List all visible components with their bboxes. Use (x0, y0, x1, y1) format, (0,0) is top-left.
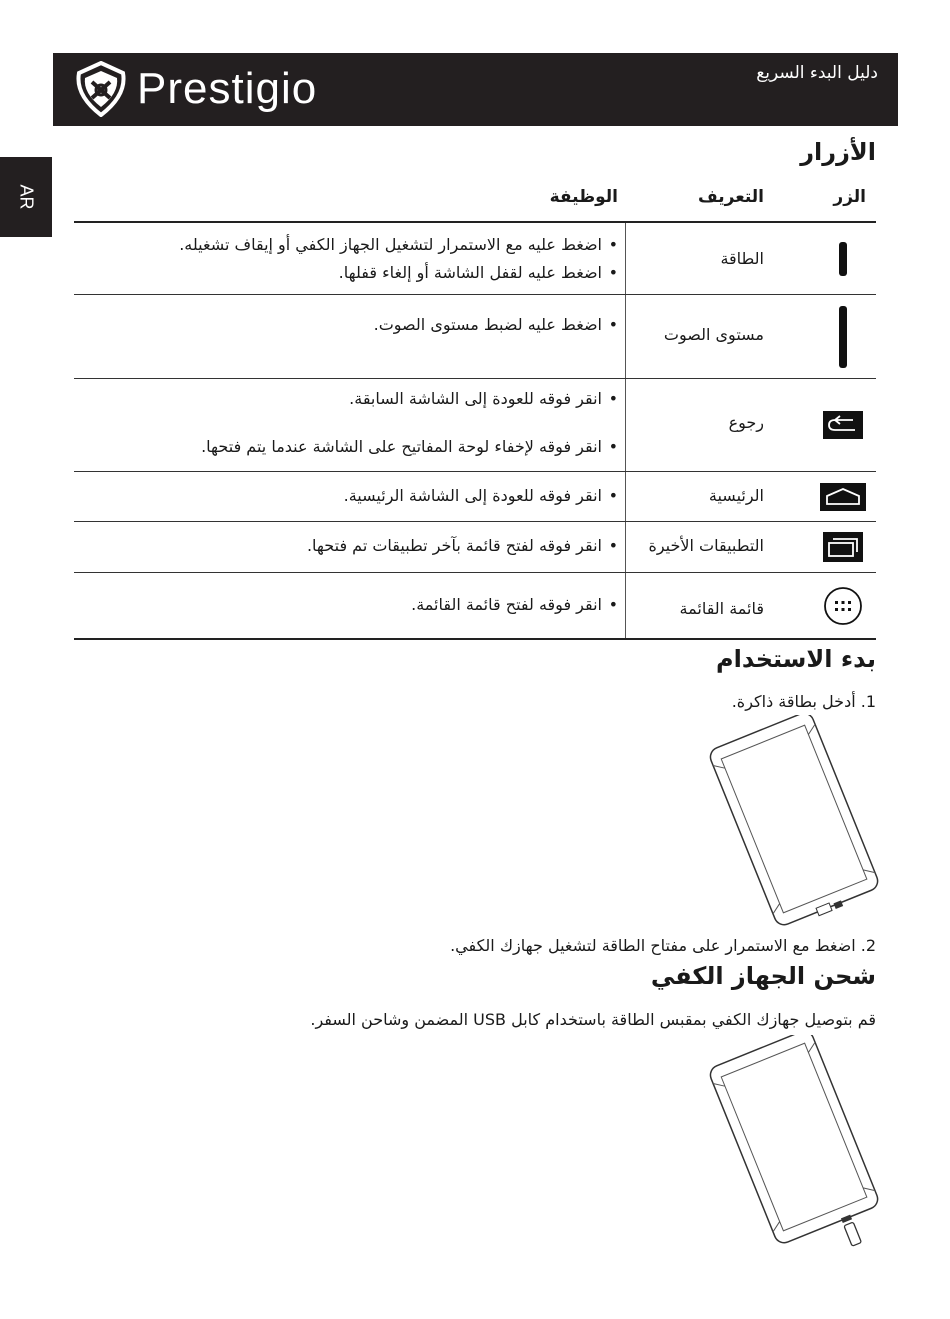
table-row (74, 472, 876, 522)
tablet-charging-illustration (700, 1035, 890, 1260)
column-header-function: الوظيفة (549, 187, 618, 207)
tablet-memory-card-illustration (700, 715, 885, 930)
guide-title: دليل البدء السريع (756, 63, 878, 83)
volume-key-icon (818, 295, 868, 378)
definition-menu: قائمة القائمة (679, 599, 764, 618)
function-item: • انقر فوقه لإخفاء لوحة المفاتيح على الشاشة عندما يتم فتحها. (201, 433, 618, 461)
table-row (74, 522, 876, 573)
step-2-text: 2. اضغط مع الاستمرار على مفتاح الطاقة لتشغيل جهازك الكفي. (450, 936, 876, 955)
function-home (344, 482, 618, 510)
table-row (74, 573, 876, 640)
language-tab (0, 157, 52, 237)
table-header (74, 180, 876, 223)
function-recent-apps (307, 532, 618, 560)
definition-back: رجوع (728, 413, 764, 432)
table-row (74, 295, 876, 379)
function-item: • انقر فوقه للعودة إلى الشاشة السابقة. (201, 385, 618, 413)
charging-text: قم بتوصيل جهازك الكفي بمقبس الطاقة باستخدام كابل USB المضمن وشاحن السفر. (310, 1010, 876, 1029)
buttons-section-title: الأزرار (800, 138, 876, 166)
step-1-text: 1. أدخل بطاقة ذاكرة. (731, 692, 876, 711)
brand-name: Prestigio (137, 64, 318, 113)
function-volume (374, 311, 618, 339)
power-key-icon (818, 223, 868, 294)
getting-started-title: بدء الاستخدام (716, 645, 876, 673)
table-row (74, 379, 876, 472)
definition-home: الرئيسية (708, 486, 764, 505)
menu-icon (818, 573, 868, 638)
definition-power: الطاقة (720, 249, 764, 268)
definition-recent-apps: التطبيقات الأخيرة (648, 536, 764, 555)
table-row (74, 223, 876, 295)
header-bar (53, 53, 898, 126)
function-item: • انقر فوقه للعودة إلى الشاشة الرئيسية. (344, 482, 618, 510)
prestigio-shield-icon (73, 61, 129, 117)
function-item: • انقر فوقه لفتح قائمة بآخر تطبيقات تم فتحها. (307, 532, 618, 560)
back-icon (818, 379, 868, 471)
charging-title: شحن الجهاز الكفي (650, 962, 876, 990)
function-power (179, 231, 618, 287)
brand-logo (73, 61, 317, 117)
column-header-definition: التعريف (698, 187, 764, 207)
function-menu (411, 591, 618, 619)
home-icon (818, 472, 868, 521)
function-item: • اضغط عليه لقفل الشاشة أو إلغاء قفلها. (179, 259, 618, 287)
column-header-button: الزر (833, 187, 866, 207)
function-item: • اضغط عليه لضبط مستوى الصوت. (374, 311, 618, 339)
function-item: • انقر فوقه لفتح قائمة القائمة. (411, 591, 618, 619)
definition-volume: مستوى الصوت (663, 325, 764, 344)
function-item: • اضغط عليه مع الاستمرار لتشغيل الجهاز الكفي أو إيقاف تشغيله. (179, 231, 618, 259)
buttons-table (74, 180, 876, 640)
language-code: AR (16, 184, 37, 210)
recent-apps-icon (818, 522, 868, 572)
function-back (201, 385, 618, 461)
